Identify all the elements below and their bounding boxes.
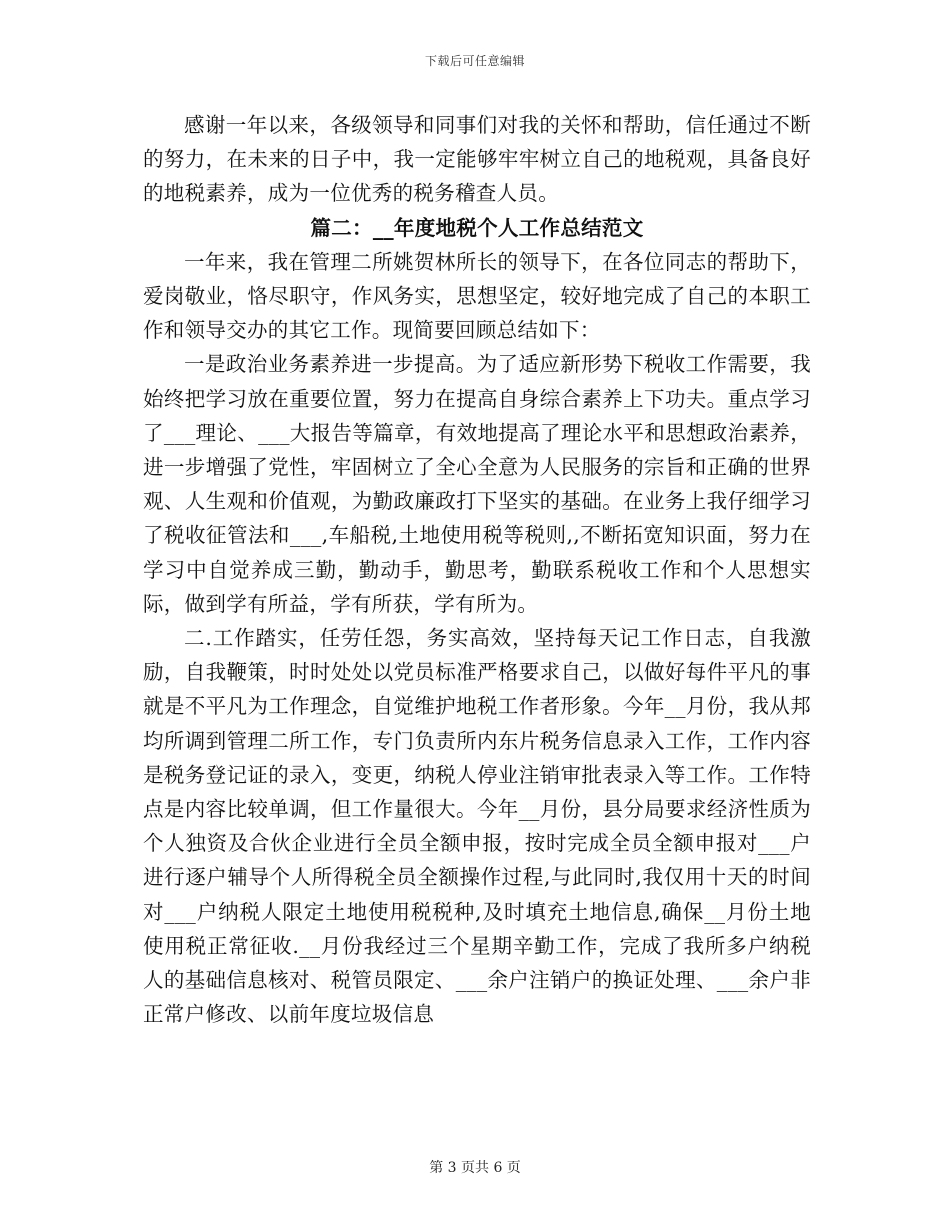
- paragraph-political-study: 一是政治业务素养进一步提高。为了适应新形势下税收工作需要，我始终把学习放在重要位置，努力在提高自身综合素养上下功夫。重点学习了___理论、___大报告等篇章，有效地提高了理论水平和思想政治素养，进一步增强了党性，牢固树立了全心全意为人民服务的宗旨和正确的世界观、人生观和价值观，为勤政廉政打下坚实的基础。在业务上我仔细学习了税收征管法和___,车船税,土地使用税等税则,,不断拓宽知识面，努力在学习中自觉养成三勤，勤动手，勤思考，勤联系税收工作和个人思想实际，做到学有所益，学有所获，学有所为。: [143, 352, 811, 616]
- page-header: 下载后可任意编辑: [424, 54, 525, 68]
- section-title: 篇二：__年度地税个人工作总结范文: [310, 215, 644, 240]
- paragraph-work-diligence: 二.工作踏实，任劳任怨，务实高效，坚持每天记工作日志，自我激励，自我鞭策，时时处处以党员标准严格要求自己，以做好每件平凡的事就是不平凡为工作理念，自觉维护地税工作者形象。今年__月份，我从邦均所调到管理二所工作，专门负责所内东片税务信息录入工作，工作内容是税务登记证的录入，变更，纳税人停业注销审批表录入等工作。工作特点是内容比较单调，但工作量很大。今年__月份，县分局要求经济性质为个人独资及合伙企业进行全员全额申报，按时完成全员全额申报对___户进行逐户辅导个人所得税全员全额操作过程,与此同时,我仅用十天的时间对___户纳税人限定土地使用税税种,及时填充土地信息,确保__月份土地使用税正常征收.__月份我经过三个星期辛勤工作，完成了我所多户纳税人的基础信息核对、税管员限定、___余户注销户的换证处理、___余户非正常户修改、以前年度垃圾信息: [143, 626, 811, 1027]
- document-body: [143, 108, 811, 1031]
- page-number: 第 3 页共 6 页: [429, 1160, 521, 1176]
- paragraph-closing: 感谢一年以来，各级领导和同事们对我的关怀和帮助，信任通过不断的努力，在未来的日子中，我一定能够牢牢树立自己的地税观，具备良好的地税素养，成为一位优秀的税务稽查人员。: [143, 113, 811, 206]
- paragraph-intro: 一年来，我在管理二所姚贺林所长的领导下，在各位同志的帮助下，爱岗敬业，恪尽职守，作风务实，思想坚定，较好地完成了自己的本职工作和领导交办的其它工作。现简要回顾总结如下：: [143, 249, 811, 343]
